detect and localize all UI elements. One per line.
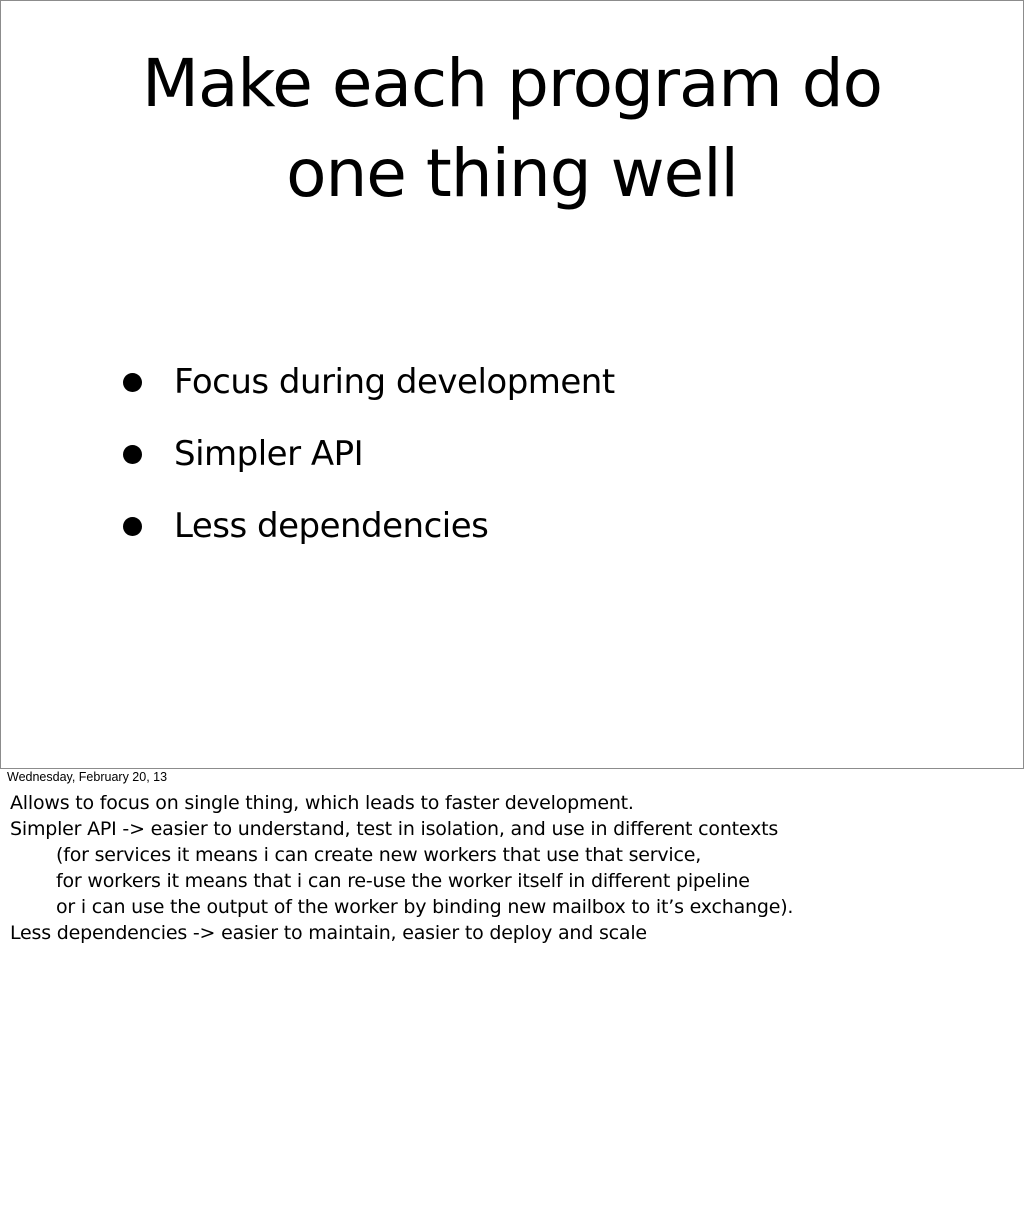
note-line: Simpler API -> easier to understand, test in isolation, and use in different contexts [10, 818, 779, 840]
date-label: Wednesday, February 20, 13 [7, 770, 168, 784]
bullet-text: Simpler API [174, 434, 364, 474]
bullet-dot-icon [123, 373, 142, 392]
bullet-dot-icon [123, 517, 142, 536]
slide-title: Make each program do one thing well [142, 45, 882, 212]
bullet-item [119, 346, 615, 418]
bullet-text: Focus during development [174, 362, 615, 402]
bullet-item [119, 418, 615, 490]
note-line: Allows to focus on single thing, which leads to faster development. [10, 792, 634, 814]
note-line: (for services it means i can create new workers that use that service, [56, 844, 702, 866]
bullet-text: Less dependencies [174, 506, 489, 546]
bullet-item [119, 490, 615, 562]
note-line: Less dependencies -> easier to maintain, easier to deploy and scale [10, 922, 647, 944]
note-line: or i can use the output of the worker by binding new mailbox to it’s exchange). [56, 896, 794, 918]
bullet-list [119, 346, 615, 562]
speaker-notes [10, 790, 793, 946]
note-line: for workers it means that i can re-use the worker itself in different pipeline [56, 870, 750, 892]
bullet-dot-icon [123, 445, 142, 464]
